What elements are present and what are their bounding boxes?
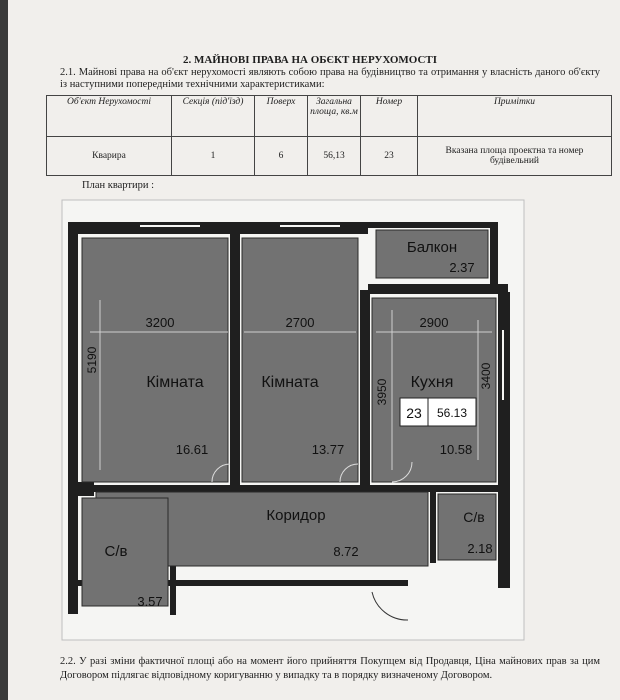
balcony-label: Балкон bbox=[406, 239, 458, 256]
dim-kitchen-width: 2900 bbox=[419, 315, 449, 330]
apartment-badge bbox=[400, 398, 476, 426]
clause-2-1: 2.1. Майнові права на об'єкт нерухомості являють собою права на будівництво та отримання у власність даного об'єкту із наступними попередніми технічними характеристиками: bbox=[60, 67, 600, 90]
cell-section: 1 bbox=[172, 137, 255, 176]
room2-label: Кімната bbox=[261, 374, 319, 391]
bath1-area: 3.57 bbox=[137, 594, 163, 609]
badge-area: 56.13 bbox=[436, 406, 468, 420]
header-section: Секція (під'їзд) bbox=[172, 96, 255, 137]
dim-room2-width: 2700 bbox=[285, 315, 315, 330]
section-heading: 2. МАЙНОВІ ПРАВА НА ОБЄКТ НЕРУХОМОСТІ bbox=[182, 54, 438, 66]
room1-area: 16.61 bbox=[175, 442, 209, 457]
dim-kitchen-depth-right: 3400 bbox=[479, 362, 493, 390]
cell-number: 23 bbox=[361, 137, 418, 176]
header-area: Загальна площа, кв.м bbox=[308, 96, 361, 137]
clause-2-2: 2.2. У разі зміни фактичної площі або на момент його прийняття Покупцем від Продавця, Ціна майнових прав за цим Договором підлягає відповідному коригуванню у випадку та в порядку визначеному Договором. bbox=[60, 656, 600, 681]
bath2-label: С/в bbox=[463, 509, 485, 525]
header-number: Номер bbox=[361, 96, 418, 137]
header-object: Об'єкт Нерухомості bbox=[47, 96, 172, 137]
cell-floor: 6 bbox=[255, 137, 308, 176]
room1-label: Кімната bbox=[146, 374, 204, 391]
bath1-label: С/в bbox=[104, 543, 128, 560]
corridor-label: Коридор bbox=[266, 507, 326, 524]
badge-number: 23 bbox=[406, 405, 422, 421]
dim-room1-depth: 5190 bbox=[85, 346, 99, 374]
kitchen-label: Кухня bbox=[410, 374, 454, 391]
plan-label: План квартири : bbox=[82, 180, 155, 191]
header-notes: Примітки bbox=[418, 96, 612, 137]
header-floor: Поверх bbox=[255, 96, 308, 137]
cell-object: Кварира bbox=[47, 137, 172, 176]
dim-room1-width: 3200 bbox=[145, 315, 175, 330]
corridor-area: 8.72 bbox=[333, 544, 359, 559]
cell-notes: Вказана площа проектна та номер будівельний bbox=[418, 137, 612, 176]
room2-area: 13.77 bbox=[311, 442, 345, 457]
dim-kitchen-depth-left: 3950 bbox=[375, 378, 389, 406]
kitchen-area: 10.58 bbox=[439, 442, 473, 457]
bath2-area: 2.18 bbox=[467, 541, 493, 556]
cell-area: 56,13 bbox=[308, 137, 361, 176]
balcony-area: 2.37 bbox=[449, 260, 475, 275]
